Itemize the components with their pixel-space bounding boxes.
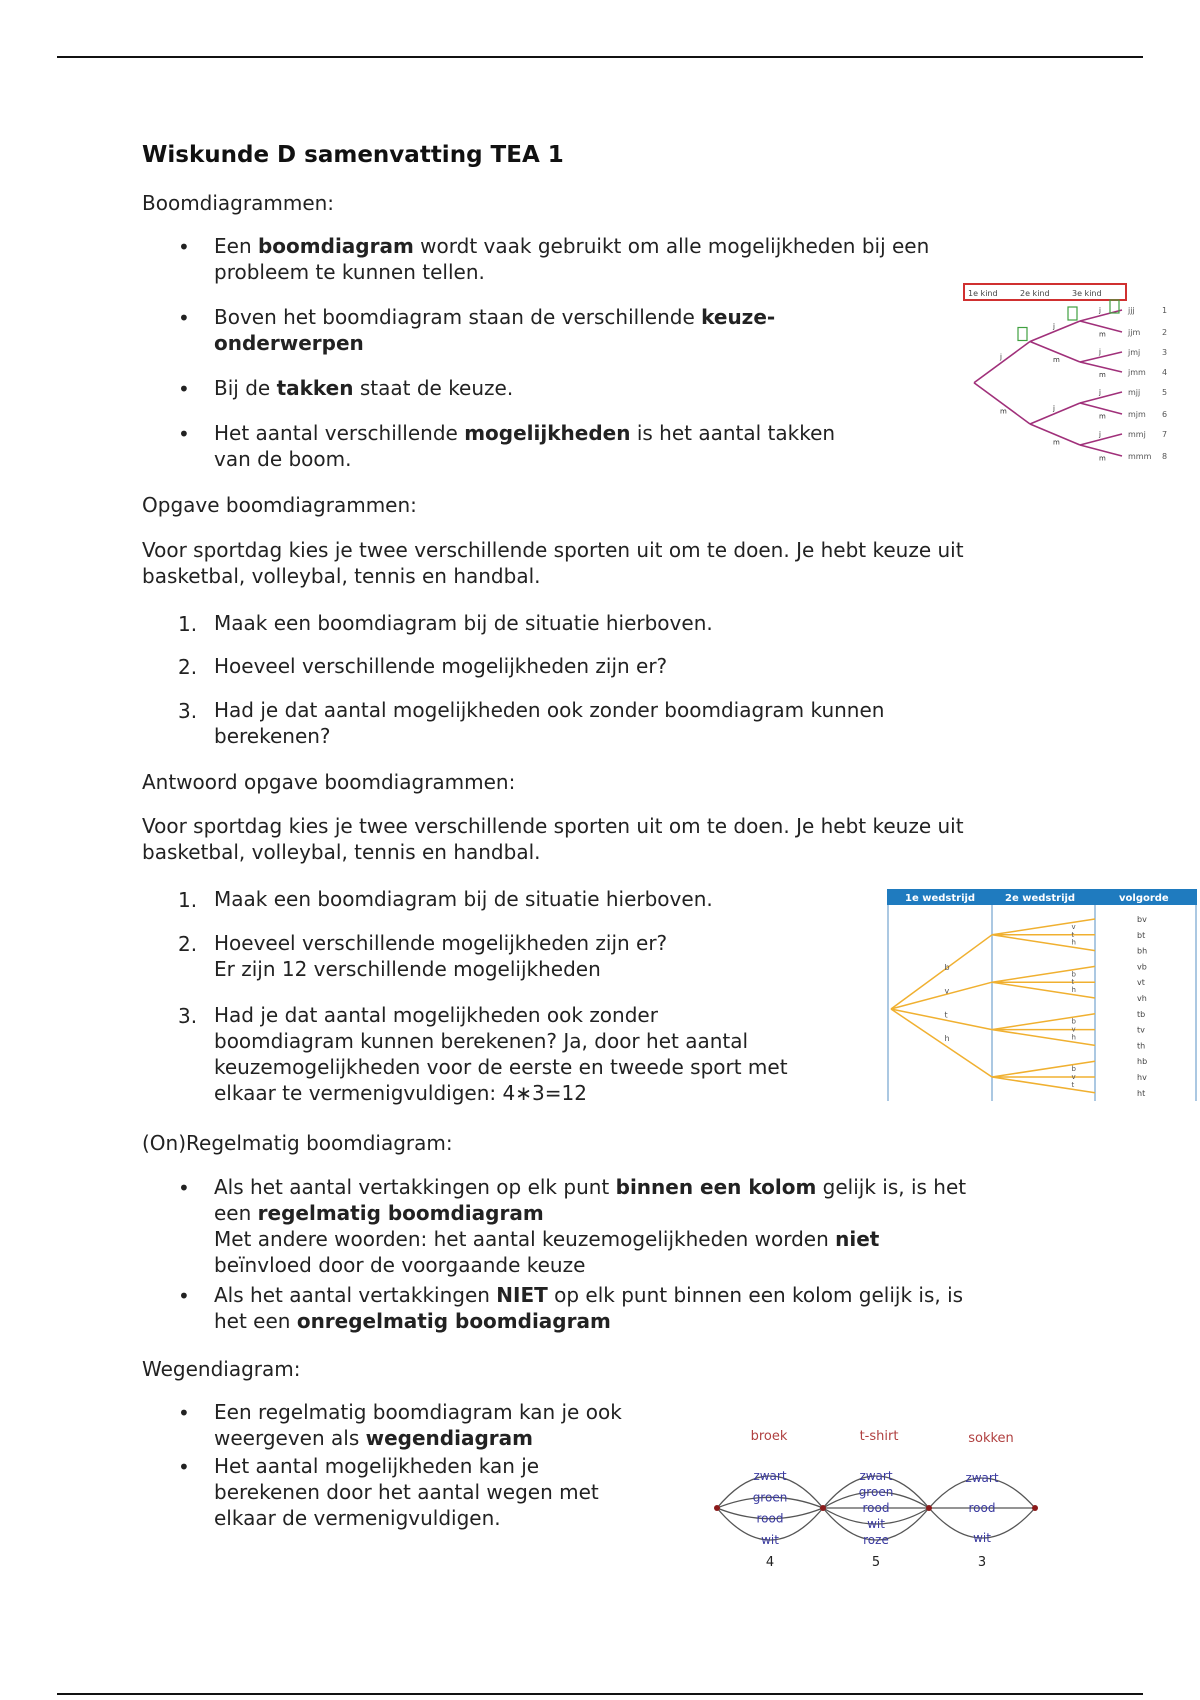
- bullet-icon: •: [178, 1455, 190, 1479]
- road-count: 4: [765, 1555, 775, 1570]
- section-heading-boomdiagrammen: Boomdiagrammen:: [142, 191, 335, 215]
- tree-outcome: jmm: [1128, 368, 1146, 377]
- sports-header: volgorde: [1119, 893, 1169, 904]
- antwoord-num-3: 3.: [178, 1004, 198, 1028]
- sports-branch: [992, 1077, 1095, 1093]
- sports-branch: [891, 982, 992, 1009]
- sports-outcome: vh: [1137, 994, 1147, 1003]
- road-label: zwart: [859, 1469, 893, 1483]
- tree-branch: [974, 342, 1030, 383]
- sports-branch-label: t: [944, 1010, 948, 1020]
- section-heading-antwoord: Antwoord opgave boomdiagrammen:: [142, 770, 516, 794]
- wegen-bullet-1: Een regelmatig boomdiagram kan je ook weergeven als wegendiagram: [214, 1400, 622, 1450]
- sports-outcome: bv: [1137, 915, 1147, 924]
- road-count: 5: [871, 1555, 881, 1570]
- tree-branch: [1080, 352, 1122, 362]
- road-node: [714, 1505, 720, 1511]
- antwoord-item-3: Had je dat aantal mogelijkheden ook zonder boomdiagram kunnen berekenen? Ja, door het aantal keuzemogelijkheden voor de eerste en tweede sport met elkaar te vermenigvuldigen: 4∗3=12: [214, 1003, 788, 1105]
- tree-outcome: jjj: [1128, 306, 1135, 315]
- sports-branch-label: b: [1071, 970, 1076, 979]
- sports-outcome: th: [1137, 1041, 1146, 1051]
- antwoord-intro: Voor sportdag kies je twee verschillende sporten uit om te doen. Je hebt keuze uit basketbal, volleybal, tennis en handbal.: [142, 814, 964, 864]
- boom-bullet-1: Een boomdiagram wordt vaak gebruikt om alle mogelijkheden bij een probleem te kunnen tellen.: [214, 234, 930, 284]
- sports-outcome: hb: [1137, 1057, 1148, 1067]
- opgave-item-1: Maak een boomdiagram bij de situatie hierboven.: [214, 611, 713, 635]
- tree-branch: [1030, 403, 1080, 424]
- road-label: wit: [761, 1533, 779, 1547]
- highlight-box: [1068, 307, 1077, 320]
- highlight-box: [1018, 328, 1027, 341]
- sports-outcome: ht: [1137, 1088, 1146, 1098]
- road-label: rood: [968, 1501, 996, 1515]
- sports-outcome: vb: [1137, 962, 1147, 972]
- tree-branch-label: j: [1099, 306, 1101, 315]
- road-label: groen: [752, 1490, 788, 1505]
- road-diagram-clothes: [705, 1420, 1045, 1570]
- sports-outcome: tb: [1137, 1009, 1146, 1019]
- tree-branch: [1030, 321, 1080, 342]
- regel-bullet-1: Als het aantal vertakkingen op elk punt binnen een kolom gelijk is, is het een regelmatig boomdiagram Met andere woorden: het aantal keuzemogelijkheden worden niet beïnvloed door de voorgaande keuze: [214, 1175, 967, 1277]
- bullet-icon: •: [178, 1284, 190, 1308]
- road-node: [1032, 1505, 1038, 1511]
- sports-branch-label: v: [944, 986, 950, 996]
- road-label: zwart: [965, 1471, 999, 1485]
- sports-outcome: bh: [1137, 946, 1148, 956]
- tree-branch-label: m: [1000, 407, 1007, 416]
- boom-bullet-3: Bij de takken staat de keuze.: [214, 376, 514, 400]
- sports-branch: [891, 935, 992, 1009]
- road-label: wit: [973, 1531, 991, 1545]
- opgave-num-2: 2.: [178, 655, 198, 679]
- bullet-icon: •: [178, 1401, 190, 1425]
- tree-outcome-number: 3: [1162, 348, 1168, 357]
- road-label: rood: [862, 1501, 890, 1515]
- tree-outcome: mjm: [1128, 410, 1146, 419]
- sports-branch-label: b: [944, 962, 950, 972]
- road-label: groen: [858, 1485, 894, 1499]
- tree-outcome: jjm: [1128, 328, 1141, 337]
- page-title: Wiskunde D samenvatting TEA 1: [142, 142, 564, 168]
- opgave-item-3: Had je dat aantal mogelijkheden ook zonder boomdiagram kunnen berekenen?: [214, 698, 885, 748]
- tree-branch-label: j: [1099, 430, 1101, 439]
- sports-branch-label: h: [1071, 1033, 1076, 1042]
- tree-outcome-number: 2: [1162, 328, 1168, 337]
- tree-diagram-sports: [887, 889, 1197, 1101]
- sports-branch-label: h: [1071, 938, 1076, 947]
- tree-outcome: jmj: [1128, 348, 1141, 357]
- tree-outcome: mmm: [1128, 452, 1152, 461]
- tree-branch-label: m: [1099, 454, 1106, 463]
- bullet-icon: •: [178, 235, 190, 259]
- opgave-num-1: 1.: [178, 612, 198, 636]
- bullet-icon: •: [178, 1176, 190, 1200]
- top-rule: [57, 56, 1143, 58]
- sports-branch-label: t: [1071, 978, 1075, 987]
- sports-branch: [992, 1030, 1095, 1046]
- tree-header: 1e kind: [968, 289, 998, 298]
- sports-branch: [992, 935, 1095, 951]
- sports-branch-label: b: [1071, 1017, 1076, 1026]
- road-header: t-shirt: [859, 1429, 899, 1444]
- sports-branch-label: v: [1071, 1025, 1076, 1034]
- section-heading-opgave: Opgave boomdiagrammen:: [142, 493, 417, 517]
- tree-outcome-number: 1: [1162, 306, 1168, 315]
- road-label: rood: [756, 1511, 784, 1526]
- sports-outcome: tv: [1137, 1025, 1145, 1035]
- opgave-item-2: Hoeveel verschillende mogelijkheden zijn er?: [214, 654, 668, 678]
- tree-branch-label: j: [1053, 404, 1055, 413]
- tree-branch-label: m: [1053, 438, 1060, 447]
- sports-branch-label: t: [1071, 930, 1075, 939]
- tree-branch-label: j: [1000, 353, 1002, 362]
- tree-branch-label: j: [1099, 388, 1101, 397]
- sports-branch-label: t: [1071, 1080, 1075, 1089]
- tree-diagram-children: [962, 280, 1172, 470]
- tree-branch-label: m: [1099, 371, 1106, 379]
- sports-outcome: bt: [1137, 930, 1146, 940]
- tree-outcome: mjj: [1128, 388, 1141, 397]
- bottom-rule: [57, 1693, 1143, 1695]
- bullet-icon: •: [178, 306, 190, 330]
- tree-branch: [1080, 392, 1122, 403]
- tree-branch-label: j: [1099, 348, 1101, 356]
- road-label: roze: [863, 1533, 889, 1547]
- road-header: broek: [750, 1429, 788, 1444]
- tree-outcome-number: 6: [1162, 410, 1168, 419]
- road-node: [926, 1505, 932, 1511]
- tree-branch-label: m: [1053, 355, 1060, 364]
- road-label: zwart: [753, 1469, 787, 1483]
- antwoord-item-1: Maak een boomdiagram bij de situatie hierboven.: [214, 887, 713, 911]
- sports-outcome: hv: [1137, 1073, 1147, 1082]
- sports-header: 2e wedstrijd: [1005, 893, 1076, 904]
- tree-outcome: mmj: [1128, 430, 1146, 439]
- tree-outcome-number: 4: [1162, 368, 1168, 377]
- tree-outcome-number: 8: [1162, 452, 1168, 461]
- section-heading-regelmatig: (On)Regelmatig boomdiagram:: [142, 1131, 453, 1155]
- road-header: sokken: [968, 1431, 1014, 1446]
- antwoord-num-1: 1.: [178, 888, 198, 912]
- wegen-bullet-2: Het aantal mogelijkheden kan je berekenen door het aantal wegen met elkaar de vermenigvuldigen.: [214, 1454, 599, 1530]
- tree-header: 2e kind: [1020, 289, 1050, 298]
- road-label: wit: [867, 1517, 885, 1531]
- tree-branch-label: m: [1099, 412, 1106, 421]
- sports-branch-label: v: [1071, 1073, 1076, 1081]
- sports-branch: [992, 982, 1095, 998]
- tree-branch: [1080, 434, 1122, 445]
- sports-branch-label: v: [1071, 922, 1076, 931]
- tree-branch-label: j: [1053, 322, 1055, 331]
- tree-outcome-number: 5: [1162, 388, 1168, 397]
- boom-bullet-4: Het aantal verschillende mogelijkheden is het aantal takken van de boom.: [214, 421, 836, 471]
- sports-branch: [992, 1061, 1095, 1077]
- bullet-icon: •: [178, 377, 190, 401]
- tree-branch: [1080, 310, 1122, 321]
- sports-outcome: vt: [1137, 978, 1145, 988]
- antwoord-num-2: 2.: [178, 932, 198, 956]
- sports-branch: [992, 966, 1095, 982]
- boom-bullet-2: Boven het boomdiagram staan de verschillende keuze- onderwerpen: [214, 305, 776, 355]
- bullet-icon: •: [178, 422, 190, 446]
- opgave-intro: Voor sportdag kies je twee verschillende sporten uit om te doen. Je hebt keuze uit basketbal, volleybal, tennis en handbal.: [142, 538, 964, 588]
- tree-outcome-number: 7: [1162, 430, 1168, 439]
- sports-branch-label: h: [944, 1034, 950, 1043]
- sports-branch-label: b: [1071, 1065, 1076, 1074]
- tree-branch: [974, 383, 1030, 424]
- sports-header: 1e wedstrijd: [905, 893, 976, 904]
- sports-branch-label: h: [1071, 986, 1076, 995]
- regel-bullet-2: Als het aantal vertakkingen NIET op elk punt binnen een kolom gelijk is, is het een onregelmatig boomdiagram: [214, 1283, 964, 1333]
- antwoord-item-2: Hoeveel verschillende mogelijkheden zijn er? Er zijn 12 verschillende mogelijkheden: [214, 931, 668, 981]
- sports-branch: [992, 919, 1095, 935]
- opgave-num-3: 3.: [178, 699, 198, 723]
- sports-branch: [992, 1014, 1095, 1030]
- road-count: 3: [977, 1555, 987, 1570]
- tree-header: 3e kind: [1072, 289, 1102, 298]
- road-node: [820, 1505, 826, 1511]
- tree-branch-label: m: [1099, 330, 1106, 339]
- section-heading-wegendiagram: Wegendiagram:: [142, 1357, 301, 1381]
